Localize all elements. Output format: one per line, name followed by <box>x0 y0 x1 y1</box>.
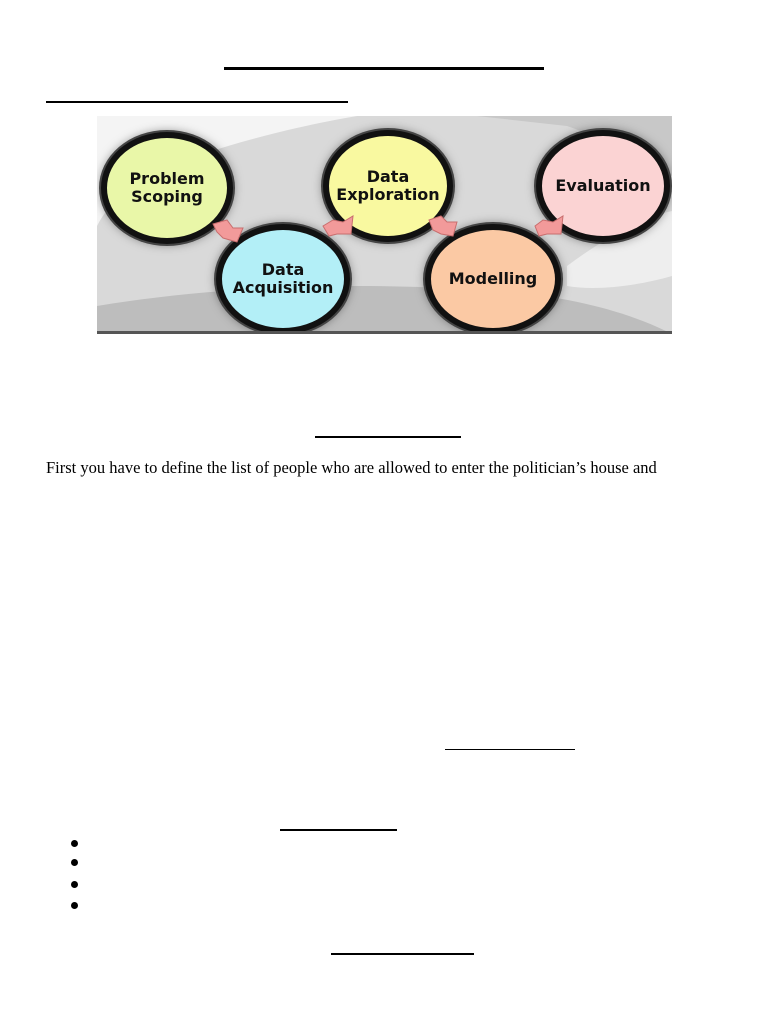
project-cycle-diagram <box>97 116 672 334</box>
list-heading-underline <box>280 829 397 831</box>
stage-modelling <box>425 224 561 334</box>
list-bullet <box>71 840 78 847</box>
stage-evaluation <box>536 130 670 242</box>
stage-problem-scoping <box>101 132 233 244</box>
list-bullet <box>71 881 78 888</box>
stage-label: Data Acquisition <box>232 260 334 297</box>
subtitle-underline <box>46 101 348 103</box>
inline-underline <box>445 749 575 750</box>
list-bullet <box>71 859 78 866</box>
title-underline <box>224 67 544 70</box>
list-bullet <box>71 902 78 909</box>
stage-label: Modelling <box>448 269 538 288</box>
stage-label: Problem Scoping <box>129 169 205 206</box>
stage-data-exploration <box>323 130 453 242</box>
stage-data-acquisition <box>216 224 350 334</box>
footer-underline <box>331 953 474 955</box>
body-paragraph: First you have to define the list of people who are allowed to enter the politician’s house and <box>46 458 657 477</box>
section-underline <box>315 436 461 438</box>
stage-label: Evaluation <box>555 176 651 195</box>
stage-label: Data Exploration <box>336 167 440 204</box>
